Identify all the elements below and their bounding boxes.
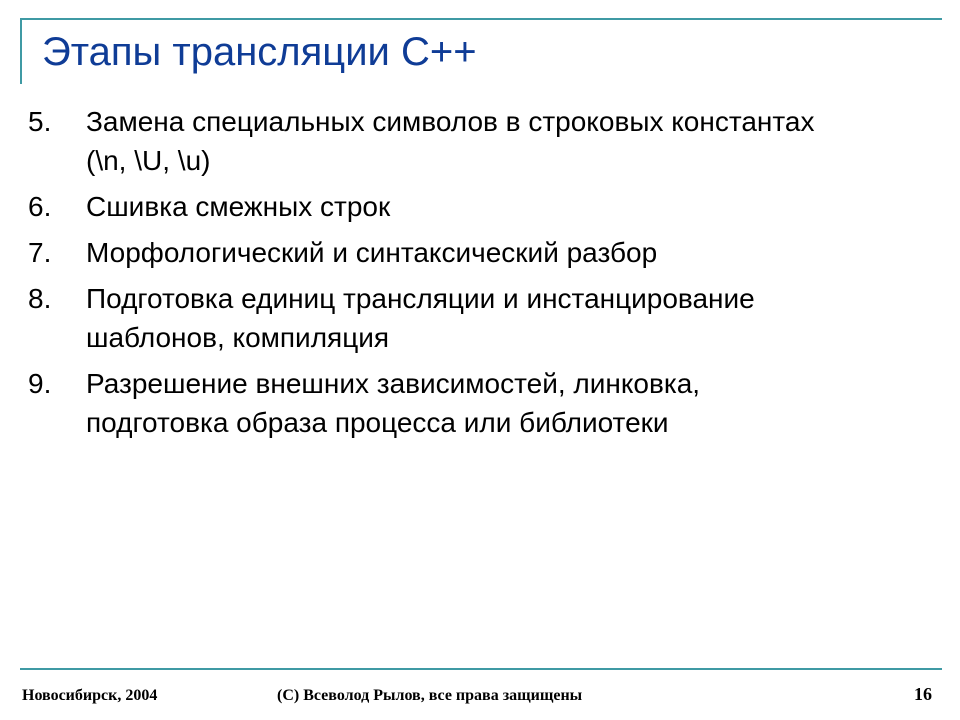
list-item — [28, 364, 938, 442]
list-item — [28, 233, 938, 272]
list-item-line: шаблонов, компиляция — [86, 322, 390, 353]
footer-divider — [20, 668, 942, 670]
footer-location-year: Новосибирск, 2004 — [22, 687, 158, 704]
list-item-line: Замена специальных символов в строковых константах — [86, 106, 815, 137]
list-item-line: подготовка образа процесса или библиотеки — [86, 407, 669, 438]
list-item-text — [86, 279, 755, 357]
footer-copyright: (С) Всеволод Рылов, все права защищены — [277, 687, 583, 704]
list-item-number: 6. — [28, 191, 52, 222]
list-item-line: Сшивка смежных строк — [86, 191, 391, 222]
slide-content-list — [28, 102, 938, 449]
list-item-text — [86, 102, 814, 180]
list-item-line: Разрешение внешних зависимостей, линковка, — [86, 368, 701, 399]
list-item-number: 5. — [28, 106, 52, 137]
title-frame-left-line — [20, 18, 22, 84]
list-item — [28, 187, 938, 226]
list-item-line: Морфологический и синтаксический разбор — [86, 237, 658, 268]
list-item-text — [86, 187, 390, 226]
list-item-line: Подготовка единиц трансляции и инстанцирование — [86, 283, 755, 314]
title-frame-top-line — [20, 18, 942, 20]
slide-page-number: 16 — [914, 684, 932, 704]
list-item — [28, 279, 938, 357]
slide-title: Этапы трансляции С++ — [42, 30, 477, 74]
list-item-text — [86, 233, 657, 272]
list-item-number: 9. — [28, 368, 52, 399]
list-item-line: (\n, \U, \u) — [86, 145, 211, 176]
list-item-number: 7. — [28, 237, 52, 268]
list-item-number: 8. — [28, 283, 52, 314]
list-item-text — [86, 364, 700, 442]
list-item — [28, 102, 938, 180]
